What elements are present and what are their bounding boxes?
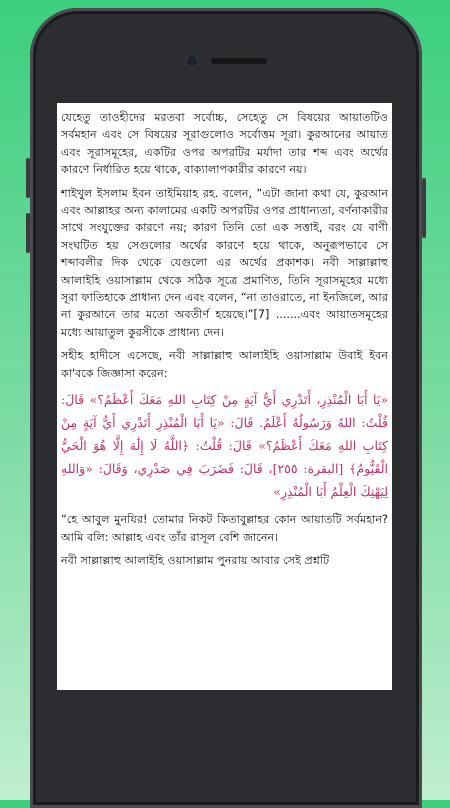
paragraph-3: সহীহ হাদীসে এসেছে, নবী সাল্লাল্লাহু আলাইহি ওয়াসাল্লাম উবাই ইবন কা'বকে জিজ্ঞাসা করেন: (61, 349, 388, 380)
reader-screen[interactable] (57, 103, 392, 690)
paragraph-2: শাইখুল ইসলাম ইবন তাইমিয়াহ রহ. বলেন, “এটা জানা কথা যে, কুরআন এবং আল্লাহর অন্য কালামের একটি অপরটির ওপর প্রাধান্যতা, বর্ণনাকারীর সাথে সংযুক্তের কারণে নয়; কারণ তিনি তো এক সত্তাই, বরং যে বাণী সংঘটিত হয় সেগুলোর অর্থের কারণে হয়ে থাকে, অনুরূপভাবে সে শব্দাবলীর দিক থেকে যেগুলো এর অর্থের প্রকাশক। নবী সাল্লাল্লাহু আলাইহি ওয়াসাল্লাম থেকে সঠিক সূত্রে প্রমাণিত, তিনি সূরাসমূহের মধ্যে সূরা ফাতিহাকে প্রাধান্য দেন এবং বলেন, “না তাওরাতে, না ইনজিলে, আর না কুরআনে তার মতো অবতীর্ণ হয়েছে।”[7] .......এবং আয়াতসমূহের মধ্যে আয়াতুল কুরসীকে প্রাধান্য দেন। (61, 186, 388, 339)
front-camera-icon (187, 56, 197, 66)
earpiece-speaker (211, 58, 267, 64)
volume-down-button (26, 213, 30, 253)
power-button (422, 178, 426, 238)
arabic-hadith: «يَا أَبَا الْمُنْذِرِ، أَتَدْرِي أَيُّ آيَةٍ مِنْ كِتَابِ اللهِ مَعَكَ أَعْظَمُ؟» قَالَ: قُلْتُ: اللهُ وَرَسُولُهُ أَعْلَمُ. قَالَ: «يَا أَبَا الْمُنْذِرِ أَتَدْرِي أَيُّ آيَةٍ مِنْ كِتَابِ اللهِ مَعَكَ أَعْظَمُ؟» قَالَ: قُلْتُ: ﴿اللَّهُ لَا إِلَٰهَ إِلَّا هُوَ الْحَيُّ الْقَيُّومُ﴾ [البقرة: ٢٥٥]، قَالَ: فَضَرَبَ فِي صَدْرِي، وَقَالَ: «وَاللهِ لِيَهْنِكَ الْعِلْمُ أَبَا الْمُنْذِرِ» (61, 392, 388, 500)
paragraph-4: “হে আবুল মুনযির! তোমার নিকট কিতাবুল্লাহর কোন আয়াতটি সর্বমহান? আমি বলি: আল্লাহ এবং তাঁর রাসূল বেশি জানেন। (61, 513, 388, 544)
paragraph-5: নবী সাল্লাল্লাহু আলাইহি ওয়াসাল্লাম পুনরায় আবার সেই প্রশ্নটি (61, 553, 330, 567)
paragraph-1: যেহেতু তাওহীদের মরতবা সর্বোচ্চ, সেহেতু সে বিষয়ের আয়াতটিও সর্বমহান এবং সে বিষয়ের সূরাগুলোও সর্বোত্তম সূরা। কুরআনের আয়াত এবং সূরাসমূহের, একটির ওপর অপরটির মর্যাদা তার শব্দ এবং অর্থের কারণে নির্ধারিত হয়ে থাকে, বাক্যালাপকারীর কারণে নয়। (61, 111, 388, 177)
volume-up-button (26, 158, 30, 198)
